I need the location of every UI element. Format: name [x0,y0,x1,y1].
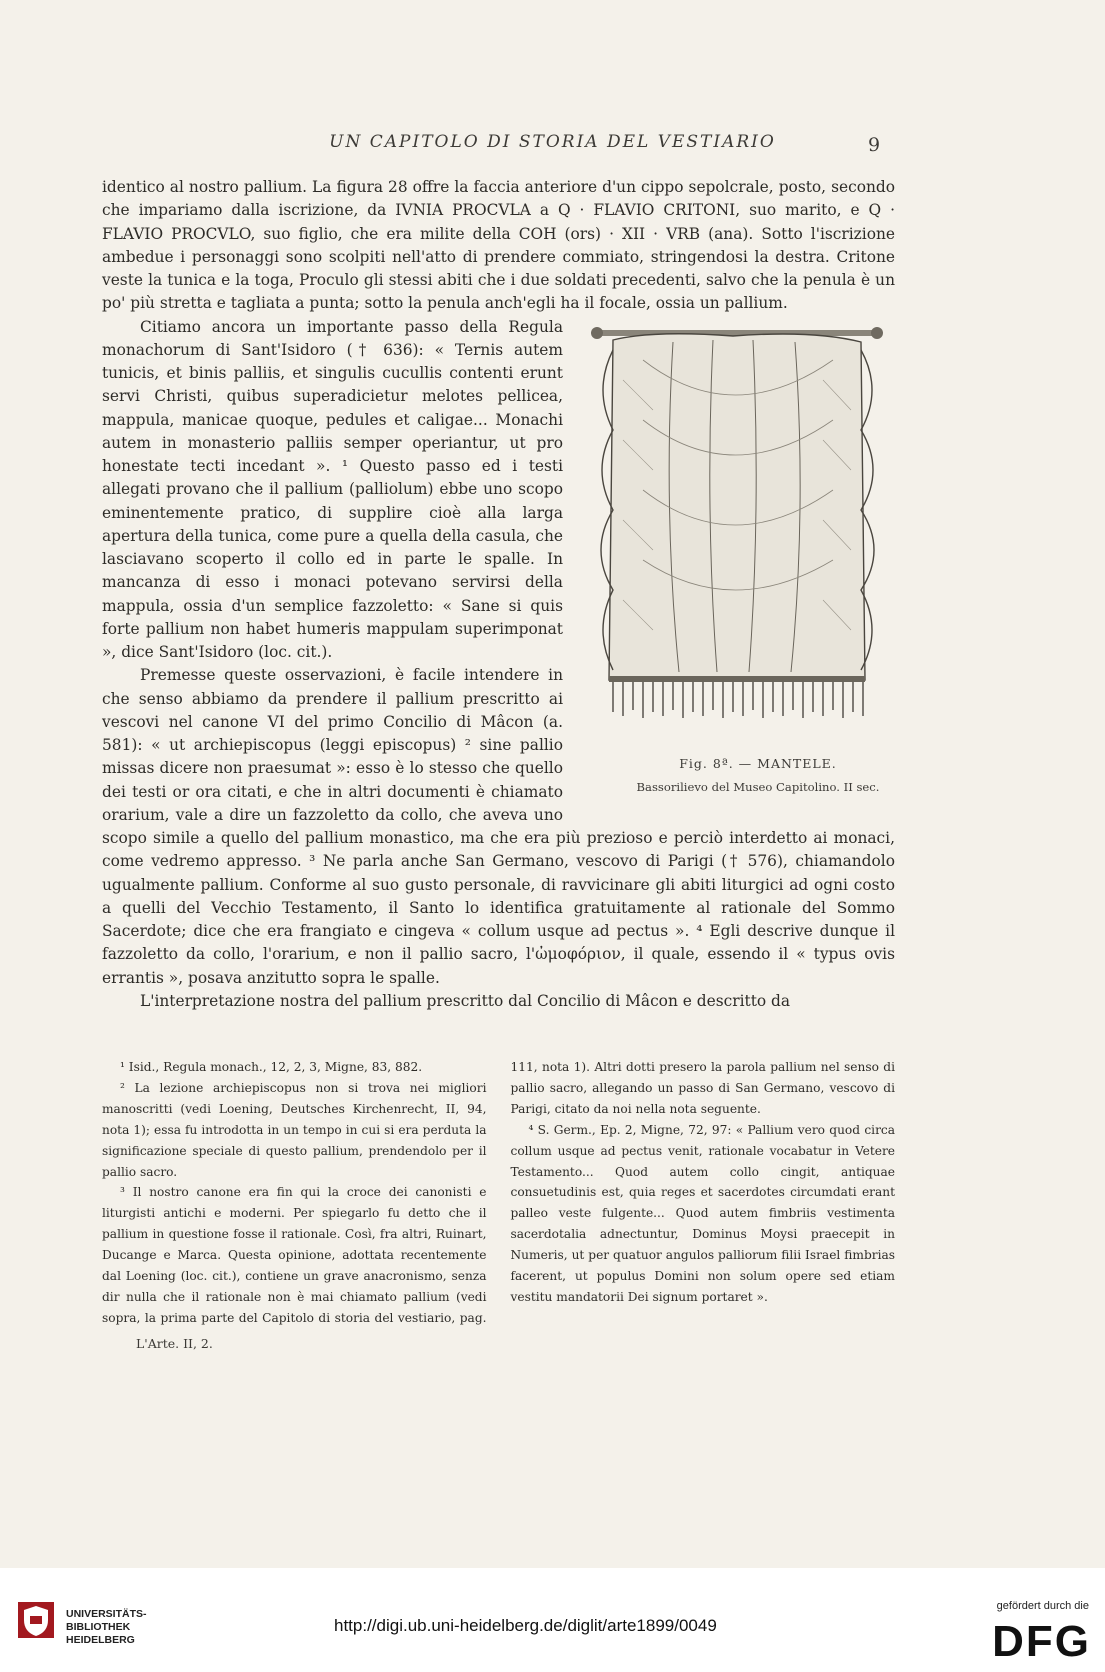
running-head: UN CAPITOLO DI STORIA DEL VESTIARIO [329,132,776,152]
figure-caption: Fig. 8ª. — MANTELE. [679,755,837,771]
footnote-1: ¹ Isid., Regula monach., 12, 2, 3, Migne, 83, 882. [120,1060,423,1074]
body-text [102,176,895,1013]
paragraph-2-text: Citiamo ancora un importante passo della Regula monachorum di Sant'Isidoro († 636): « Ternis autem tunicis, et binis palliis, et singulis cucullis contenti erunt servi Christi, quibus superadicietur melotes pellicea, mappula, manicae quoque, pedules et caligae... Monachi autem in monasterio palliis semper operiantur, ut pro honestate tecti incedant ». ¹ Questo passo ed i testi allegati provano che il pallium (palliolum) ebbe uno scopo eminentemente pratico, di supplire cioè alla larga apertura della tunica, come pure a quella della casula, che lasciavano scoperto il collo ed in parte le spalle. In mancanza di esso i monaci potevano servirsi della mappula, ossia d'un semplice fazzoletto: « Sane si quis forte pallium non habet humeris mappulam superimponat », dice Sant'Isidoro (loc. cit.). [102,317,563,661]
footnotes [102,1057,895,1329]
library-name [66,1608,147,1647]
footnote-3: ³ Il nostro canone era fin qui la croce dei canonisti e liturgisti antichi e moderni. Per spiegarlo fu detto che il pallium in questione fosse il rationale. Così, fra altri, Ruinart, Ducange e Marca. Questa opinione, adottata recentemente dal Loening (loc. cit.), contiene un grave anacronismo, senza dir nulla che il rationale non è mai chiamato pallium (vedi sopra, la prima parte del Capitolo di storia del vestiario, pag. 111, nota 1). Altri dotti presero la parola pallium nel senso di pallio sacro, allegando un passo di San Germano, vescovo di Parigi, citato da noi nella nota seguente. [102,1060,895,1325]
paragraph-4: L'interpretazione nostra del pallium prescritto dal Concilio di Mâcon e descritto da [140,991,791,1010]
page-number: 9 [868,134,881,156]
university-seal-icon [14,1598,58,1646]
library-name-line-1: UNIVERSITÄTS- [66,1608,147,1620]
digitization-footer [0,1568,1105,1672]
dfg-logo: DFG [992,1617,1091,1666]
signature-mark: L'Arte. II, 2. [136,1336,213,1351]
funded-by-label: gefördert durch die [996,1600,1089,1612]
library-name-line-3: HEIDELBERG [66,1634,135,1646]
footnote-2: ² La lezione archiepiscopus non si trova nei migliori manoscritti (vedi Loening, Deutsches Kirchenrecht, II, 94, nota 1); essa fu introdotta in un tempo in cui si era perduta la significazione speciale di questo pallium, prendendolo per il pallio sacro. [102,1080,487,1179]
paragraph-2 [102,316,895,794]
mantele-illustration [583,320,895,740]
footnote-4: ⁴ S. Germ., Ep. 2, Migne, 72, 97: « Pallium vero quod circa collum usque ad pectus venit, rationale vocabatur in Vetere Testamento... Quod autem collo cingit, antiquae consuetudinis est, quia reges et sacerdotes circumdati erant palleo veste fulgente... Quod autem fimbriis vestimenta sacerdotalia adnectuntur, Dominus Moysi praecepit in Numeris, ut per quatuor angulos palliorum filii Israel fimbrias facerent, ut populus Domini non solum opere sed etiam vestitu mandatorii Dei signum portaret ». [510,1122,895,1304]
permalink[interactable]: http://digi.ub.uni-heidelberg.de/diglit/arte1899/0049 [334,1616,717,1635]
figure-source: Bassorilievo del Museo Capitolino. II sec. [636,779,880,794]
paragraph-3: Premesse queste osservazioni, è facile intendere in che senso abbiamo da prendere il pallium prescritto ai vescovi nel canone VI del primo Concilio di Mâcon (a. 581): « ut archiepiscopus (leggi episcopus) ² sine pallio missas dicere non praesumat »: esso è lo stesso che quello dei testi or ora citati, e che in altri documenti è chiamato orarium, vale a dire un fazzoletto da collo, che aveva uno scopo simile a quello del pallium monastico, ma che era più prezioso e perciò interdetto ai monaci, come vedremo appresso. ³ Ne parla anche San Germano, vescovo di Parigi († 576), chiamandolo ugualmente pallium. Conforme al suo gusto personale, di ravvicinare gli abiti liturgici ad ogni costo a quelli del Vecchio Testamento, il Santo lo identifica gratuitamente al rationale del Sommo Sacerdote; dice che era frangiato e cingeva « collum usque ad pectus ». ⁴ Egli descrive dunque il fazzoletto da collo, l'orarium, e non il pallio sacro, l'ὠμοφόριον, il quale, essendo il « typus ovis errantis », posava anzitutto sopra le spalle. [102,666,895,987]
library-name-line-2: BIBLIOTHEK [66,1621,131,1633]
figure-mantele [583,320,895,813]
paragraph-1: identico al nostro pallium. La figura 28 offre la faccia anteriore d'un cippo sepolcrale, posto, secondo che impariamo dalla iscrizione, da IVNIA PROCVLA a Q · FLAVIO CRITONI, suo marito, e Q · FLAVIO PROCVLO, suo figlio, che era milite della COH (ors) · XII · VRB (ana). Sotto l'iscrizione ambedue i personaggi sono scolpiti nell'atto di prendere commiato, stringendosi la destra. Critone veste la tunica e la toga, Proculo gli stessi abiti che i due soldati precedenti, salvo che la penula è un po' più stretta e tagliata a punta; sotto la penula anch'egli ha il focale, ossia un pallium. [102,178,895,313]
